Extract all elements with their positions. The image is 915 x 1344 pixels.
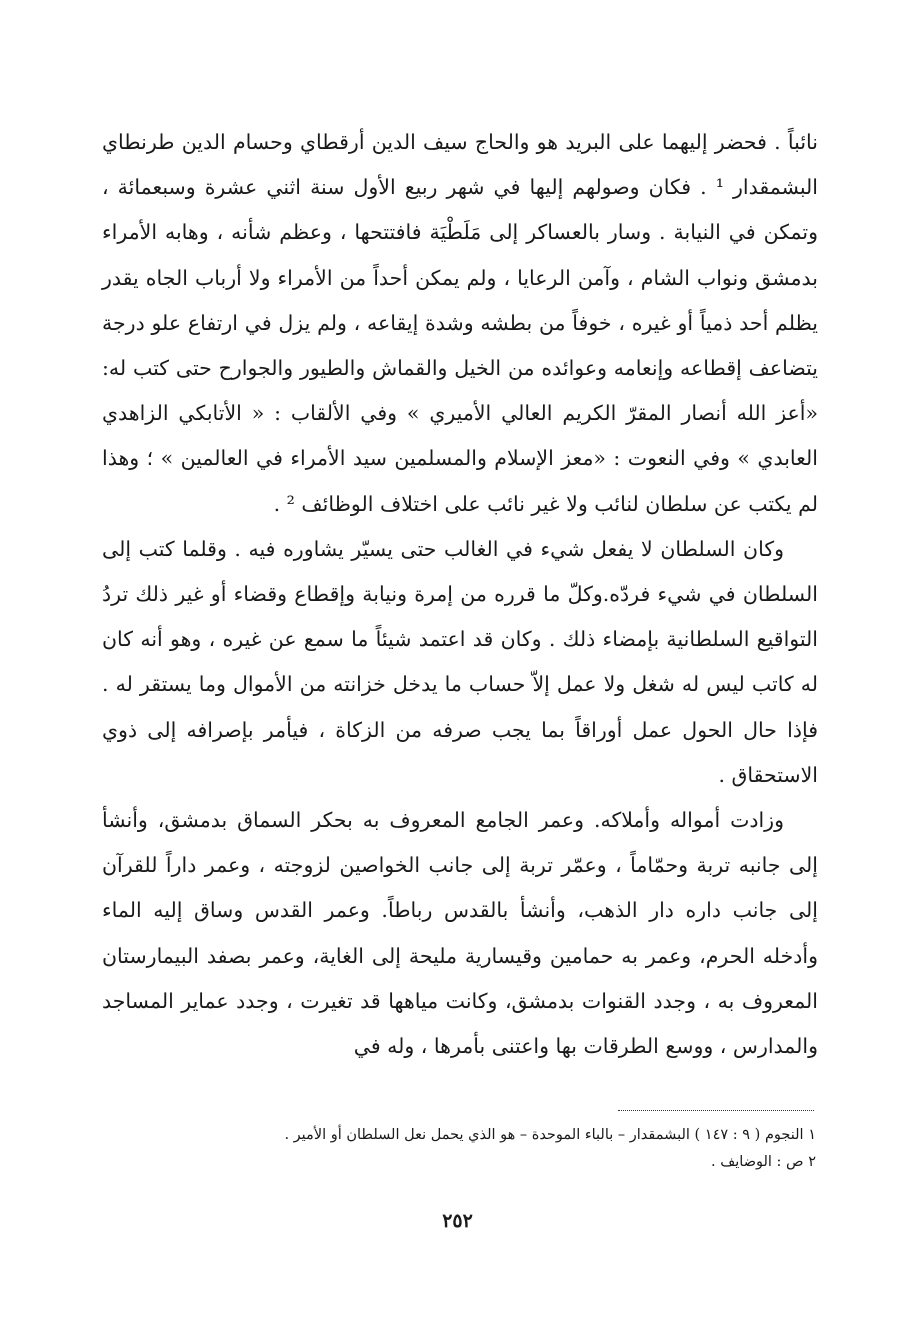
main-text bbox=[102, 120, 818, 1069]
paragraph-3: وزادت أمواله وأملاكه. وعمر الجامع المعروف به بحكر السماق بدمشق، وأنشأ إلى جانبه تربة وحمّاماً ، وعمّر تربة إلى جانب الخواصين لزوجته ، وعمر داراً للقرآن إلى جانب داره دار الذهب، وأنشأ بالقدس رباطاً. وعمر القدس وساق إليه الماء وأدخله الحرم، وعمر به حمامين وقيسارية مليحة إلى الغاية، وعمر بصفد البيمارستان المعروف به ، وجدد القنوات بدمشق، وكانت مياهها قد تغيرت ، وجدد عماير المساجد والمدارس ، ووسع الطرقات بها واعتنى بأمرها ، وله في bbox=[102, 808, 818, 1059]
footnote-2: ٢ ص : الوضايف . bbox=[711, 1154, 816, 1170]
page-number: ٢٥٢ bbox=[442, 1210, 473, 1232]
paragraph-1: نائباً . فحضر إليهما على البريد هو والحاج سيف الدين أرقطاي وحسام الدين طرنطاي البشمقدار ¹ . فكان وصولهم إليها في شهر ربيع الأول سنة اثني عشرة وسبعمائة ، وتمكن في النيابة . وسار بالعساكر إلى مَلَطْيَة فافتتحها ، وعظم شأنه ، وهابه الأمراء بدمشق ونواب الشام ، وآمن الرعايا ، ولم يمكن أحداً من الأمراء ولا أرباب الجاه يقدر يظلم أحد ذمياً أو غيره ، خوفاً من بطشه وشدة إيقاعه ، ولم يزل في ارتفاع علو درجة يتضاعف إقطاعه وإنعامه وعوائده من الخيل والقماش والطيور والجوارح حتى كتب له: «أعز الله أنصار المقرّ الكريم العالي الأميري » وفي الألقاب : « الأتابكي الزاهدي العابدي » وفي النعوت : «معز الإسلام والمسلمين سيد الأمراء في العالمين » ؛ وهذا لم يكتب عن سلطان لنائب ولا غير نائب على اختلاف الوظائف ² . bbox=[102, 130, 818, 516]
footnote-1: ١ النجوم ( ٩ : ١٤٧ ) البشمقدار – بالباء الموحدة – هو الذي يحمل نعل السلطان أو الأمير . bbox=[284, 1127, 816, 1143]
footnote-divider bbox=[618, 1110, 814, 1111]
footnotes bbox=[102, 1122, 818, 1176]
paragraph-2: وكان السلطان لا يفعل شيء في الغالب حتى يسيّر يشاوره فيه . وقلما كتب إلى السلطان في شيء فردّه.وكلّ ما قرره من إمرة ونيابة وإقطاع وقضاء أو غير ذلك تردُ التواقيع السلطانية بإمضاء ذلك . وكان قد اعتمد شيئاً ما سمع عن غيره ، وهو أنه كان له كاتب ليس له شغل ولا عمل إلاّ حساب ما يدخل خزانته من الأموال وما يستقر له . فإذا حال الحول عمل أوراقاً بما يجب صرفه من الزكاة ، فيأمر بإصرافه إلى ذوي الاستحقاق . bbox=[102, 536, 818, 787]
